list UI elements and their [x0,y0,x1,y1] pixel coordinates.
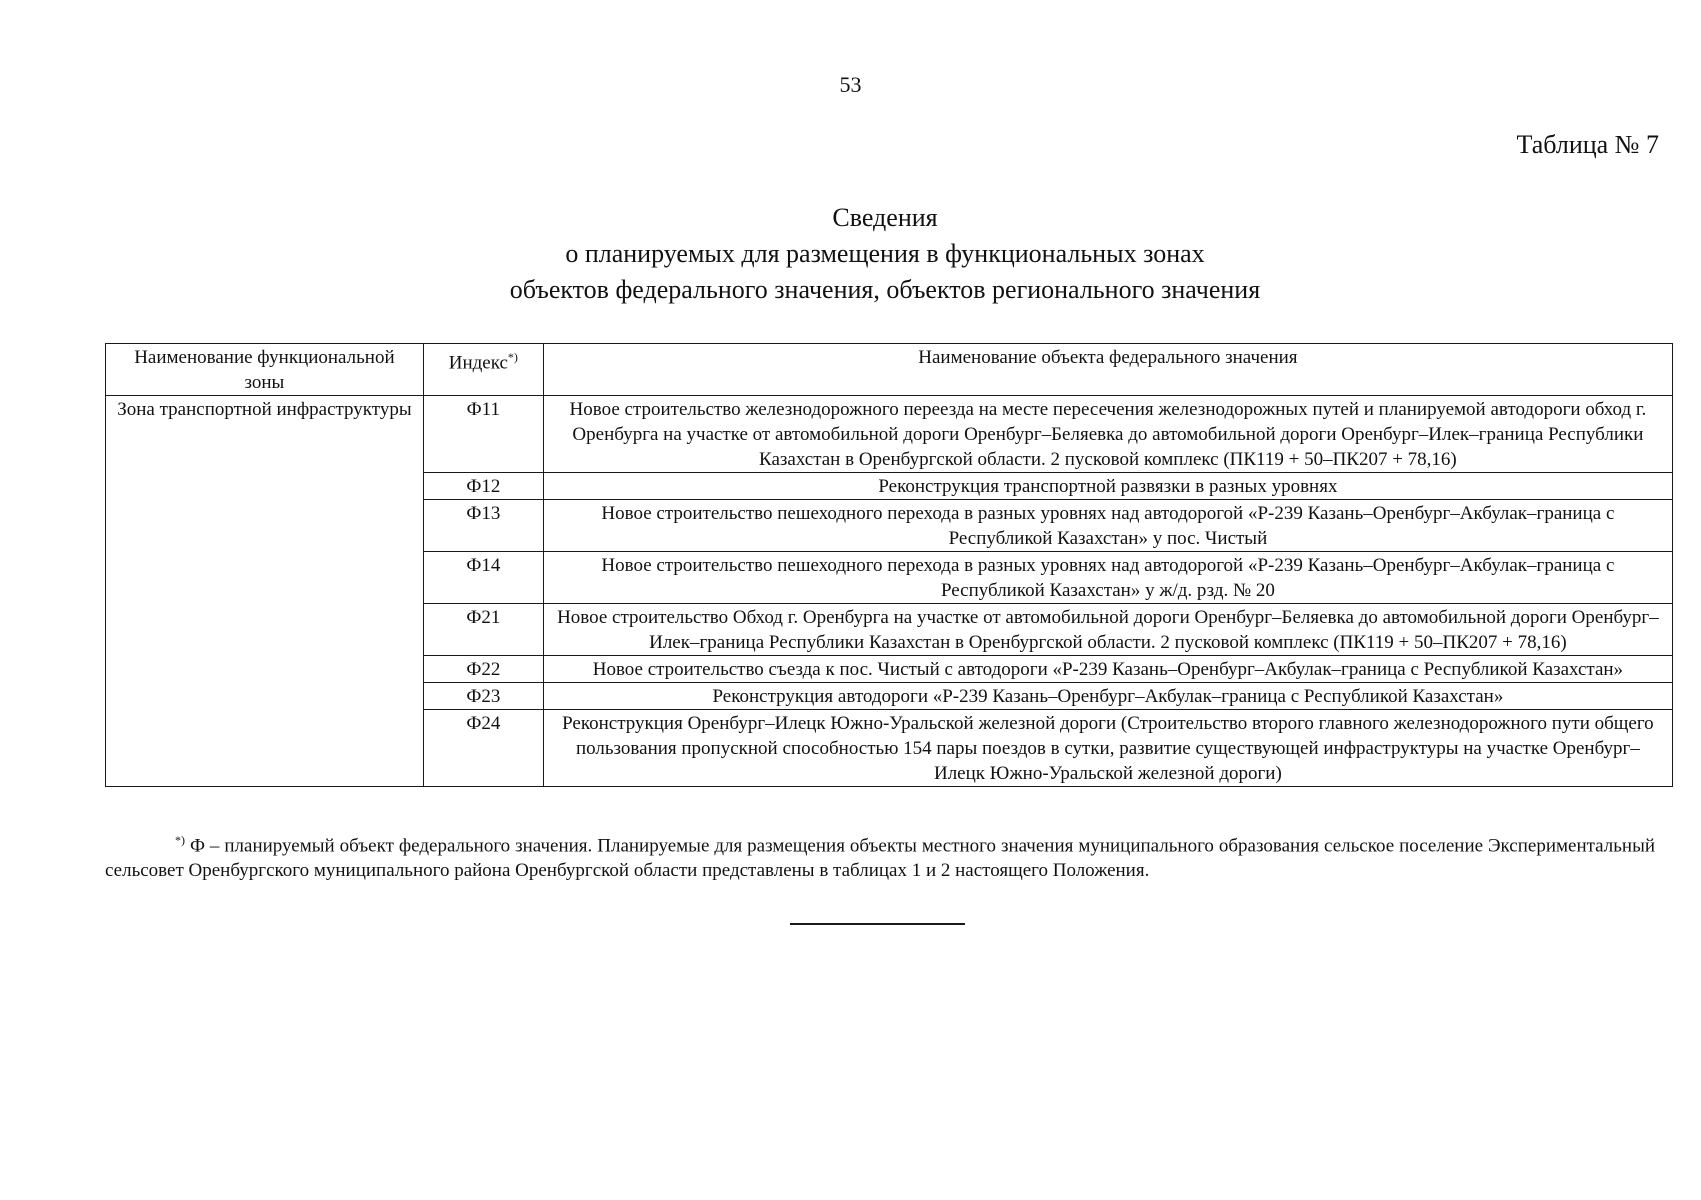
heading-line-1: Сведения [832,203,938,232]
header-zone: Наименование функциональной зоны [106,344,424,396]
heading-line-2: о планируемых для размещения в функциональных зонах [565,239,1205,268]
table-row [106,396,1673,473]
footnote [105,828,1655,883]
object-cell: Реконструкция Оренбург–Илецк Южно-Уральской железной дороги (Строительство второго главного железнодорожного пути общего пользования пропускной способностью 154 пары поездов в сутки, развитие существующей инфраструктуры на участке Оренбург–Илецк Южно-Уральской железной дороги) [543,710,1672,787]
zone-name-cell: Зона транспортной инфраструктуры [106,396,424,787]
footnote-text: Ф – планируемый объект федерального значения. Планируемые для размещения объекты местного значения муниципального образования сельское поселение Экспериментальный сельсовет Оренбургского муниципального района Оренбургской области представлены в таблицах 1 и 2 настоящего Положения. [105,835,1656,882]
table-header-row [106,344,1673,396]
document-heading [0,200,1701,308]
object-cell: Новое строительство пешеходного перехода в разных уровнях над автодорогой «Р-239 Казань–Оренбург–Акбулак–граница с Республикой Казахстан» у пос. Чистый [543,500,1672,552]
object-cell: Новое строительство Обход г. Оренбурга на участке от автомобильной дороги Оренбург–Беляевка до автомобильной дороги Оренбург–Илек–граница Республики Казахстан в Оренбургской области. 2 пусковой комплекс (ПК119 + 50–ПК207 + 78,16) [543,604,1672,656]
object-cell: Новое строительство пешеходного перехода в разных уровнях над автодорогой «Р-239 Казань–Оренбург–Акбулак–граница с Республикой Казахстан» у ж/д. рзд. № 20 [543,552,1672,604]
objects-table [105,343,1673,787]
index-cell: Ф23 [423,683,543,710]
object-cell: Новое строительство железнодорожного переезда на месте пересечения железнодорожных путей и планируемой автодороги обход г. Оренбурга на участке от автомобильной дороги Оренбург–Беляевка до автомобильной дороги Оренбург–Илек–граница Республики Казахстан в Оренбургской области. 2 пусковой комплекс (ПК119 + 50–ПК207 + 78,16) [543,396,1672,473]
table-label: Таблица № 7 [1516,130,1659,159]
object-cell: Реконструкция транспортной развязки в разных уровнях [543,473,1672,500]
object-cell: Новое строительство съезда к пос. Чистый с автодороги «Р-239 Казань–Оренбург–Акбулак–граница с Республикой Казахстан» [543,656,1672,683]
header-index-footnote-mark: *) [507,350,518,364]
header-index-label: Индекс [448,352,508,374]
index-cell: Ф14 [423,552,543,604]
index-cell: Ф21 [423,604,543,656]
index-cell: Ф24 [423,710,543,787]
footnote-mark: *) [175,833,185,847]
index-cell: Ф11 [423,396,543,473]
header-index [423,344,543,396]
index-cell: Ф13 [423,500,543,552]
index-cell: Ф12 [423,473,543,500]
page-number: 53 [839,72,862,97]
header-object: Наименование объекта федерального значения [543,344,1672,396]
heading-line-3: объектов федерального значения, объектов регионального значения [509,275,1261,304]
object-cell: Реконструкция автодороги «Р-239 Казань–Оренбург–Акбулак–граница с Республикой Казахстан» [543,683,1672,710]
index-cell: Ф22 [423,656,543,683]
end-of-text-rule [790,923,965,925]
